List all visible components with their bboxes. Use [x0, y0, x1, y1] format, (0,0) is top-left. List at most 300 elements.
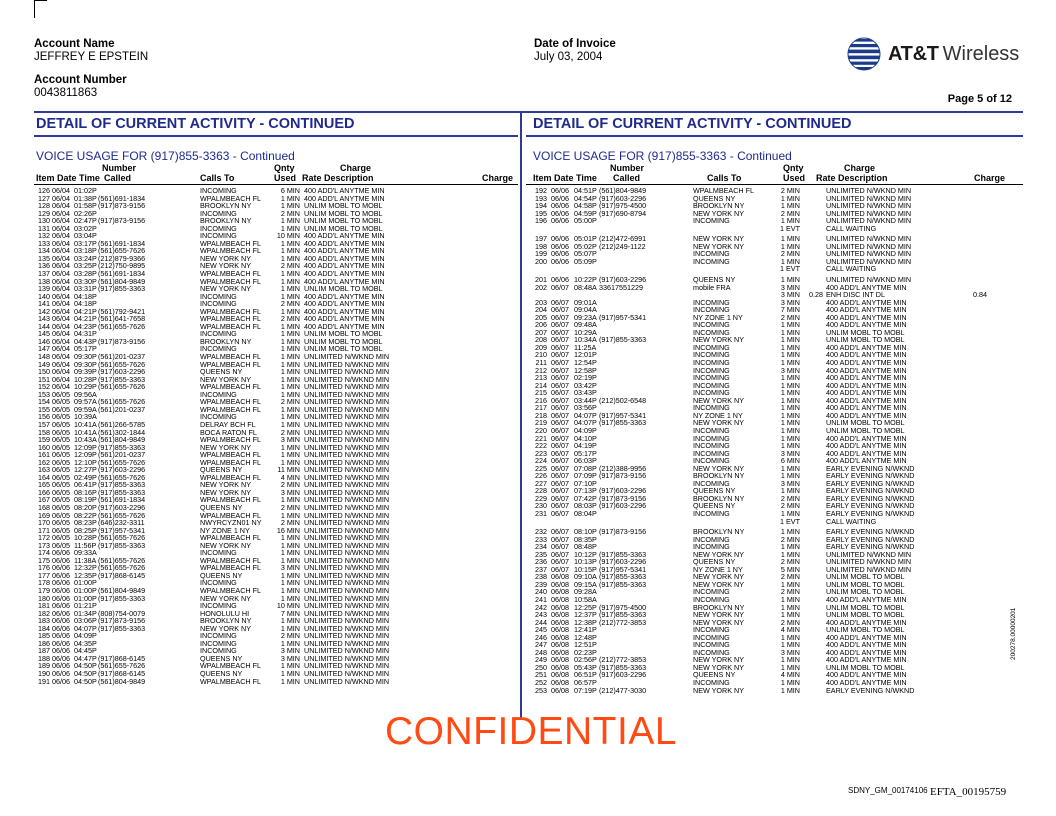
cell-description: 400 ADD'L ANYTME MIN — [826, 297, 907, 307]
cell-called: (561)691-1834 — [98, 193, 146, 203]
cell-time: 10:28P — [74, 374, 97, 384]
cell-called: (212)750-9895 — [98, 261, 146, 271]
cell-used: 1 MIN — [280, 276, 300, 286]
logo-wireless: Wireless — [942, 42, 1020, 65]
cell-item: 206 — [535, 320, 547, 330]
cell-item: 156 — [38, 412, 50, 422]
cell-item: 166 — [38, 487, 50, 497]
cell-calls-to: WPALMBEACH FL — [693, 186, 754, 195]
cell-used: 2 MIN — [280, 314, 300, 324]
cell-called: (917)957-5341 — [599, 410, 647, 420]
cell-time: 03:17P — [74, 238, 97, 248]
cell-description: UNLIM MOBL TO MOBL — [304, 201, 383, 211]
cell-item: 244 — [535, 617, 547, 627]
cell-used: 7 MIN — [280, 608, 300, 618]
cell-used: 2 MIN — [280, 299, 300, 309]
cell-used: 2 MIN — [280, 480, 300, 490]
cell-item: 217 — [535, 403, 547, 413]
cell-time: 03:56P — [574, 403, 597, 413]
col-qnty: Qnty — [274, 163, 295, 173]
table-row — [533, 450, 1023, 458]
cell-item: 174 — [38, 548, 50, 558]
cell-date: 06/06 — [52, 578, 70, 588]
cell-time: 02:19P — [574, 373, 597, 383]
cell-called: (917)855-3363 — [599, 335, 647, 345]
cell-calls-to: NEW YORK NY — [200, 442, 251, 452]
cell-used: 1 MIN — [280, 669, 300, 678]
cell-date: 06/06 — [551, 234, 569, 244]
cell-item: 151 — [38, 374, 50, 384]
usage-table-left — [36, 187, 520, 685]
cell-date: 06/08 — [551, 670, 569, 680]
cell-time: 12:54P — [574, 358, 597, 368]
cell-called: (917)873-9156 — [599, 527, 647, 537]
cell-calls-to: NEW YORK NY — [200, 487, 251, 497]
col-calls-to: Calls To — [200, 173, 235, 183]
cell-item: 239 — [535, 579, 547, 589]
cell-called: (917)855-3363 — [98, 374, 146, 384]
cell-called: (917)855-3363 — [599, 610, 647, 620]
cell-description: UNLIMITED N/WKND MIN — [304, 367, 390, 377]
cell-calls-to: INCOMING — [693, 587, 730, 597]
cell-time: 04:50P — [74, 676, 97, 686]
cell-date: 06/06 — [551, 216, 569, 226]
cell-description: UNLIMITED N/WKND MIN — [826, 216, 912, 226]
cell-called: (212)879-9366 — [98, 253, 146, 263]
cell-used: 1 MIN — [780, 602, 800, 612]
cell-called: 33617551229 — [599, 282, 643, 292]
cell-calls-to: INCOMING — [200, 344, 237, 354]
cell-used: 1 MIN — [280, 223, 300, 233]
cell-used: 1 MIN — [280, 367, 300, 377]
cell-description: UNLIMITED N/WKND MIN — [304, 638, 390, 648]
cell-time: 04:18P — [74, 299, 97, 309]
cell-description: UNLIMITED N/WKND MIN — [304, 457, 390, 467]
cell-date: 06/04 — [52, 253, 70, 263]
cell-item: 246 — [535, 632, 547, 642]
cell-called: (917)603-2296 — [599, 670, 647, 680]
cell-description: 400 ADD'L ANYTME MIN — [826, 358, 907, 368]
cell-date: 06/07 — [551, 342, 569, 352]
col-calls-to: Calls To — [707, 173, 742, 183]
cell-used: 1 MIN — [280, 344, 300, 354]
cell-used: 16 MIN — [276, 525, 300, 535]
cell-item: 172 — [38, 533, 50, 543]
cell-used: 1 MIN — [780, 640, 800, 650]
cell-description: 400 ADD'L ANYTME MIN — [826, 441, 907, 451]
cell-item: 237 — [535, 564, 547, 574]
cell-calls-to: INCOMING — [693, 594, 730, 604]
cell-item: 183 — [38, 616, 50, 626]
cell-description: UNLIM MOBL TO MOBL — [304, 284, 383, 294]
cell-used: 2 MIN — [780, 617, 800, 627]
cell-used: 3 MIN — [780, 282, 800, 292]
cell-calls-to: INCOMING — [693, 456, 730, 466]
cell-date: 06/05 — [52, 457, 70, 467]
cell-date: 06/06 — [551, 249, 569, 259]
cell-date: 06/08 — [551, 685, 569, 695]
cell-date: 06/07 — [551, 433, 569, 443]
cell-date: 06/06 — [52, 616, 70, 626]
cell-calls-to: WPALMBEACH FL — [200, 533, 261, 543]
cell-item: 185 — [38, 631, 50, 641]
cell-date: 06/04 — [52, 216, 70, 226]
cell-calls-to: INCOMING — [200, 186, 237, 195]
table-row — [36, 678, 520, 686]
cell-date: 06/04 — [52, 367, 70, 377]
cell-item: 240 — [535, 587, 547, 597]
cell-time: 12:48P — [574, 632, 597, 642]
col-item-date-time: Item Date Time — [36, 173, 100, 183]
cell-date: 06/07 — [551, 425, 569, 435]
cell-time: 08:16P — [74, 487, 97, 497]
cell-used: 1 MIN — [280, 570, 300, 580]
cell-date: 06/07 — [551, 441, 569, 451]
cell-description: 400 ADD'L ANYTME MIN — [826, 632, 907, 642]
cell-date: 06/04 — [52, 329, 70, 339]
cell-used: 4 MIN — [780, 670, 800, 680]
cell-time: 04:50P — [74, 669, 97, 678]
cell-calls-to: NY ZONE 1 NY — [693, 564, 743, 574]
cell-description: EARLY EVENING N/WKND — [826, 527, 915, 537]
cell-called: (917)855-3363 — [98, 480, 146, 490]
cell-calls-to: QUEENS NY — [693, 486, 736, 496]
cell-calls-to: WPALMBEACH FL — [200, 314, 261, 324]
cell-used: 1 MIN — [280, 389, 300, 399]
cell-date: 06/05 — [52, 427, 70, 437]
cell-date: 06/04 — [52, 231, 70, 241]
cell-used: 1 MIN — [280, 246, 300, 256]
cell-calls-to: BROOKLYN NY — [200, 201, 252, 211]
cell-date: 06/08 — [551, 625, 569, 635]
cell-time: 12:38P — [574, 617, 597, 627]
table-row — [36, 383, 520, 391]
cell-called: (561)302-1844 — [98, 427, 146, 437]
table-row — [533, 367, 1023, 375]
cell-used: 11 MIN — [277, 465, 300, 475]
cell-item: 133 — [38, 238, 50, 248]
cell-date: 06/05 — [52, 510, 70, 520]
cell-calls-to: WPALMBEACH FL — [200, 450, 261, 460]
cell-item: 154 — [38, 397, 50, 407]
cell-description: EARLY EVENING N/WKND — [826, 471, 915, 481]
cell-time: 10:22P — [574, 275, 597, 285]
table-row — [533, 314, 1023, 322]
cell-used: 1 MIN — [780, 275, 800, 285]
cell-item: 140 — [38, 291, 50, 301]
cell-item: 242 — [535, 602, 547, 612]
cell-called: (561)804-9849 — [599, 186, 647, 195]
cell-item: 230 — [535, 501, 547, 511]
cell-item: 178 — [38, 578, 50, 588]
cell-calls-to: NEW YORK NY — [200, 374, 251, 384]
cell-calls-to: BROOKLYN NY — [200, 216, 252, 226]
cell-item: 132 — [38, 231, 50, 241]
cell-calls-to: INCOMING — [200, 389, 237, 399]
cell-description: UNLIMITED N/WKND MIN — [304, 472, 390, 482]
cell-used: 2 MIN — [280, 208, 300, 218]
cell-description: 400 ADD'L ANYTME MIN — [826, 655, 907, 665]
cell-description: UNLIMITED N/WKND MIN — [826, 193, 912, 203]
cell-description: CALL WAITING — [826, 223, 877, 233]
cell-calls-to: NEW YORK NY — [200, 253, 251, 263]
cell-called: (561)655-7626 — [98, 457, 146, 467]
table-row — [533, 472, 1023, 480]
cell-item: 229 — [535, 493, 547, 503]
cell-calls-to: INCOMING — [200, 223, 237, 233]
col-rate-desc: Rate Description — [302, 173, 374, 183]
cell-item: 168 — [38, 502, 50, 512]
cell-calls-to: INCOMING — [693, 425, 730, 435]
cell-date: 06/06 — [52, 653, 70, 663]
cell-called: (561)655-7626 — [98, 555, 146, 565]
cell-description: EARLY EVENING N/WKND — [826, 486, 915, 496]
cell-date: 06/04 — [52, 306, 70, 316]
cell-called: (917)603-2296 — [599, 557, 647, 567]
cell-time: 12:27P — [74, 465, 97, 475]
cell-description: UNLIMITED N/WKND MIN — [304, 412, 390, 422]
cell-item: 180 — [38, 593, 50, 603]
cell-time: 01:02P — [74, 186, 97, 195]
cell-calls-to: BROOKLYN NY — [200, 616, 252, 626]
cell-calls-to: INCOMING — [200, 578, 237, 588]
cell-time: 07:08P — [574, 463, 597, 473]
cell-time: 06:57P — [574, 678, 597, 687]
cell-date: 06/06 — [52, 548, 70, 558]
cell-time: 12:09P — [74, 450, 97, 460]
cell-description: UNLIMITED N/WKND MIN — [826, 241, 912, 251]
cell-item: 188 — [38, 653, 50, 663]
cell-description: 400 ADD'L ANYTME MIN — [304, 299, 385, 309]
cell-item: 223 — [535, 448, 547, 458]
cell-date: 06/07 — [551, 395, 569, 405]
cell-calls-to: INCOMING — [200, 208, 237, 218]
cell-used: 1 MIN — [780, 201, 800, 211]
cell-item: 157 — [38, 419, 50, 429]
cell-time: 09:48A — [574, 320, 597, 330]
table-row — [533, 299, 1023, 307]
cell-calls-to: INCOMING — [200, 299, 237, 309]
cell-time: 10:29P — [74, 382, 97, 392]
cell-description: UNLIMITED N/WKND MIN — [304, 450, 390, 460]
cell-item: 212 — [535, 365, 547, 375]
cell-description: UNLIMITED N/WKND MIN — [826, 549, 912, 559]
cell-description: 400 ADD'L ANYTME MIN — [826, 410, 907, 420]
page-number: Page 5 of 12 — [947, 93, 1012, 105]
cell-description: UNLIM MOBL TO MOBL — [304, 344, 383, 354]
table-row — [533, 528, 1023, 536]
cell-called: (561)201-0237 — [98, 352, 146, 362]
cell-used: 3 MIN — [780, 297, 800, 307]
cell-calls-to: INCOMING — [200, 631, 237, 641]
cell-used: 1 MIN — [780, 388, 800, 398]
cell-time: 03:44P — [574, 395, 597, 405]
cell-description: 400 ADD'L ANYTME MIN — [826, 594, 907, 604]
cell-item: 213 — [535, 373, 547, 383]
cell-calls-to: WPALMBEACH FL — [200, 321, 261, 331]
cell-called: (917)855-3363 — [98, 593, 146, 603]
cell-called: (917)855-3363 — [599, 662, 647, 672]
cell-item: 224 — [535, 456, 547, 466]
cell-date: 06/07 — [551, 305, 569, 315]
cell-time: 04:35P — [74, 638, 97, 648]
table-row — [36, 323, 520, 331]
cell-called: (212)772-3853 — [599, 655, 647, 665]
cell-time: 12:51P — [574, 640, 597, 650]
cell-description: UNLIMITED N/WKND MIN — [826, 256, 912, 266]
cell-time: 10:39A — [74, 412, 97, 422]
cell-description: 400 ADD'L ANYTME MIN — [826, 433, 907, 443]
cell-time: 03:02P — [74, 223, 97, 233]
cell-called: (917)957-5341 — [98, 525, 146, 535]
cell-time: 12:10P — [74, 457, 97, 467]
cell-used: 2 MIN — [780, 186, 800, 195]
cell-used: 1 MIN — [280, 336, 300, 346]
cell-description: UNLIMITED N/WKND MIN — [304, 616, 390, 626]
cell-used: 1 MIN — [780, 685, 800, 695]
cell-time: 09:30P — [74, 359, 97, 369]
cell-item: 200 — [535, 256, 547, 266]
cell-called: (212)388-9956 — [599, 463, 647, 473]
cell-time: 05:17P — [74, 344, 97, 354]
cell-description: UNLIM MOBL TO MOBL — [304, 329, 383, 339]
cell-time: 08:48A — [574, 282, 597, 292]
cell-calls-to: WPALMBEACH FL — [200, 238, 261, 248]
cell-date: 06/06 — [52, 570, 70, 580]
cell-time: 04:07P — [574, 410, 597, 420]
table-row — [533, 374, 1023, 382]
cell-item: 139 — [38, 284, 50, 294]
table-row — [533, 250, 1023, 258]
cell-used: 3 MIN — [280, 563, 300, 573]
cell-time: 10:41A — [74, 427, 97, 437]
col-number: Number — [102, 163, 137, 173]
cell-time: 09:59A — [74, 404, 97, 414]
cell-used: 1 MIN — [280, 442, 300, 452]
cell-date: 06/07 — [551, 471, 569, 481]
cell-calls-to: QUEENS NY — [693, 193, 736, 203]
cell-used: 5 MIN — [780, 564, 800, 574]
cell-date: 06/08 — [551, 617, 569, 627]
cell-item: 235 — [535, 549, 547, 559]
cell-date: 06/07 — [551, 418, 569, 428]
cell-date: 06/04 — [52, 382, 70, 392]
cell-used: 2 MIN — [280, 518, 300, 528]
cell-time: 03:28P — [74, 269, 97, 279]
cell-description: UNLIMITED N/WKND MIN — [304, 653, 390, 663]
cell-used: 2 MIN — [780, 534, 800, 544]
col-qnty: Qnty — [783, 163, 804, 173]
cell-description: UNLIMITED N/WKND MIN — [304, 608, 390, 618]
cell-used: 7 MIN — [780, 305, 800, 315]
cell-calls-to: NEW YORK NY — [693, 335, 744, 345]
cell-time: 04:23P — [74, 321, 97, 331]
cell-item: 158 — [38, 427, 50, 437]
cell-item: 192 — [535, 186, 547, 195]
cell-date: 06/08 — [551, 662, 569, 672]
cell-time: 09:57A — [74, 397, 97, 407]
efta-bates: EFTA_00195759 — [930, 786, 1007, 798]
cell-used: 2 MIN — [780, 208, 800, 218]
cell-description: UNLIMITED N/WKND MIN — [304, 510, 390, 520]
cell-called: (561)655-7626 — [98, 472, 146, 482]
cell-time: 01:21P — [74, 601, 97, 611]
table-row — [533, 382, 1023, 390]
cell-time: 12:37P — [574, 610, 597, 620]
cell-used: 3 MIN — [780, 478, 800, 488]
cell-description: UNLIM MOBL TO MOBL — [826, 579, 905, 589]
table-row — [533, 397, 1023, 405]
cell-description: UNLIMITED N/WKND MIN — [304, 563, 390, 573]
cell-description: CALL WAITING — [826, 516, 877, 526]
cell-calls-to: INCOMING — [693, 388, 730, 398]
table-row — [533, 351, 1023, 359]
cell-called: (917)868-6145 — [98, 669, 146, 678]
table-row — [533, 258, 1023, 266]
cell-time: 02:49P — [74, 472, 97, 482]
cell-called: (917)603-2296 — [599, 501, 647, 511]
corner-mark — [34, 0, 47, 18]
cell-calls-to: NEW YORK NY — [693, 208, 744, 218]
cell-item: 155 — [38, 404, 50, 414]
cell-date: 06/07 — [551, 410, 569, 420]
table-row — [36, 640, 520, 648]
cell-description: UNLIMITED N/WKND MIN — [304, 404, 390, 414]
cell-description: UNLIMITED N/WKND MIN — [304, 397, 390, 407]
cell-used: 2 MIN — [280, 502, 300, 512]
cell-item: 252 — [535, 678, 547, 687]
cell-description: UNLIMITED N/WKND MIN — [304, 382, 390, 392]
cell-date: 06/07 — [551, 478, 569, 488]
cell-description: UNLIMITED N/WKND MIN — [304, 570, 390, 580]
cell-description: 400 ADD'L ANYTME MIN — [826, 320, 907, 330]
cell-date: 06/04 — [52, 208, 70, 218]
section-underline-right — [526, 135, 1023, 137]
cell-date: 06/07 — [551, 358, 569, 368]
cell-called: (561)691-1834 — [98, 238, 146, 248]
cell-date: 06/04 — [52, 359, 70, 369]
cell-used: 1 MIN — [280, 329, 300, 339]
cell-calls-to: BROOKLYN NY — [693, 602, 745, 612]
cell-time: 04:58P — [574, 201, 597, 211]
cell-used: 2 MIN — [280, 631, 300, 641]
cell-description: 400 ADD'L ANYTME MIN — [304, 193, 385, 203]
cell-description: ENH DISC INT DL — [826, 290, 885, 300]
cell-calls-to: WPALMBEACH FL — [200, 563, 261, 573]
cell-called: (917)603-2296 — [98, 465, 146, 475]
cell-item: 135 — [38, 253, 50, 263]
cell-calls-to: WPALMBEACH FL — [200, 246, 261, 256]
cell-item: 182 — [38, 608, 50, 618]
cell-description: UNLIM MOBL TO MOBL — [826, 572, 905, 582]
cell-calls-to: DELRAY BCH FL — [200, 419, 256, 429]
cell-used: 1 EVT — [780, 223, 800, 233]
cell-description: UNLIMITED N/WKND MIN — [304, 601, 390, 611]
cell-time: 10:58A — [574, 594, 597, 604]
table-row — [533, 671, 1023, 679]
cell-calls-to: BOCA RATON FL — [200, 427, 257, 437]
cell-item: 195 — [535, 208, 547, 218]
cell-time: 05:43P — [574, 662, 597, 672]
cell-date: 06/05 — [52, 502, 70, 512]
cell-calls-to: BROOKLYN NY — [200, 336, 252, 346]
cell-date: 06/07 — [551, 448, 569, 458]
cell-used: 1 EVT — [780, 516, 800, 526]
cell-item: 134 — [38, 246, 50, 256]
cell-time: 03:31P — [74, 284, 97, 294]
cell-time: 11:56P — [74, 540, 97, 550]
cell-date: 06/07 — [551, 320, 569, 330]
